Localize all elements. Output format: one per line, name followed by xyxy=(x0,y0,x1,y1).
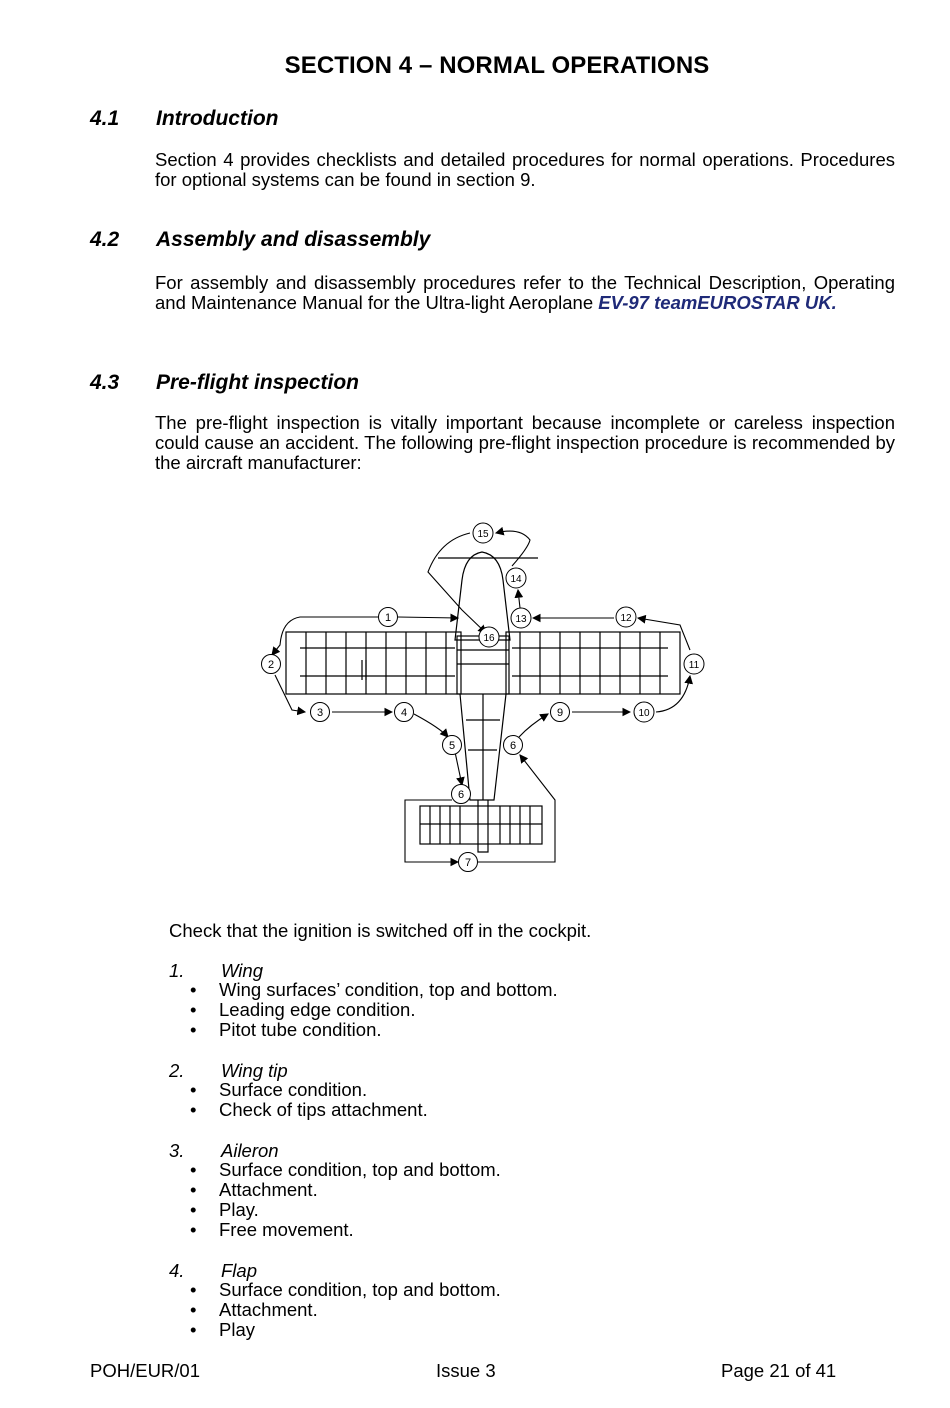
svg-text:13: 13 xyxy=(515,614,527,625)
page-title: SECTION 4 – NORMAL OPERATIONS xyxy=(284,52,710,79)
list-item: • Surface condition. xyxy=(190,1080,428,1100)
station-marker xyxy=(616,607,636,627)
item-name: Aileron xyxy=(221,1140,279,1161)
checklist-bullets xyxy=(190,1080,428,1120)
walkaround-path xyxy=(272,531,690,862)
item-number: 3. xyxy=(169,1140,185,1161)
station-marker xyxy=(684,654,704,674)
station-marker xyxy=(504,736,523,755)
item-name: Wing tip xyxy=(221,1060,288,1081)
section-title: Pre-flight inspection xyxy=(156,371,360,394)
paragraph-text: For assembly and disassembly procedures refer to the Technical Description, Operating and Maintenance Manual for the Ultra-light Aeroplane xyxy=(155,272,895,313)
station-marker xyxy=(506,568,526,588)
station-marker xyxy=(511,608,531,628)
item-name: Flap xyxy=(221,1260,257,1281)
footer-page-number: Page 21 of 41 xyxy=(721,1360,837,1381)
station-marker xyxy=(459,853,478,872)
footer-issue: Issue 3 xyxy=(436,1360,496,1381)
svg-text:11: 11 xyxy=(688,660,700,671)
list-item: • Play xyxy=(190,1320,501,1340)
svg-text:4: 4 xyxy=(400,707,408,719)
list-item: • Free movement. xyxy=(190,1220,501,1240)
footer-doc-ref: POH/EUR/01 xyxy=(90,1360,201,1381)
svg-text:12: 12 xyxy=(620,613,632,624)
station-marker xyxy=(479,627,499,647)
svg-text:7: 7 xyxy=(464,857,472,869)
aircraft-name: EV-97 teamEUROSTAR UK. xyxy=(598,292,837,313)
section-paragraph: The pre-flight inspection is vitally important because incomplete or careless inspection could cause an accident. The following pre-flight inspection procedure is recommended by the aircraft manufacturer: xyxy=(155,412,895,473)
checklist-bullets xyxy=(190,1160,501,1240)
checklist-bullets xyxy=(190,1280,501,1340)
svg-text:5: 5 xyxy=(448,740,456,752)
list-item: • Play. xyxy=(190,1200,501,1220)
section-number: 4.1 xyxy=(90,107,120,130)
svg-text:2: 2 xyxy=(267,659,275,671)
preflight-walkaround-diagram xyxy=(250,515,710,885)
list-item: • Surface condition, top and bottom. xyxy=(190,1160,501,1180)
item-number: 1. xyxy=(169,960,185,981)
svg-text:10: 10 xyxy=(638,708,650,719)
section-number: 4.2 xyxy=(90,228,120,251)
station-marker xyxy=(311,703,330,722)
svg-text:3: 3 xyxy=(316,707,324,719)
station-marker xyxy=(551,703,570,722)
list-item: • Leading edge condition. xyxy=(190,1000,558,1020)
station-marker xyxy=(262,655,281,674)
item-number: 2. xyxy=(169,1060,185,1081)
svg-text:6: 6 xyxy=(457,789,465,801)
aircraft-outline xyxy=(286,552,680,852)
item-number: 4. xyxy=(169,1260,185,1281)
list-item: • Wing surfaces’ condition, top and bottom. xyxy=(190,980,558,1000)
svg-text:9: 9 xyxy=(556,707,564,719)
svg-text:6: 6 xyxy=(509,740,517,752)
station-marker xyxy=(395,703,414,722)
checklist-intro: Check that the ignition is switched off in the cockpit. xyxy=(169,920,592,941)
station-marker xyxy=(452,785,471,804)
list-item: • Pitot tube condition. xyxy=(190,1020,558,1040)
svg-text:16: 16 xyxy=(483,633,495,644)
station-marker xyxy=(379,608,398,627)
list-item: • Attachment. xyxy=(190,1300,501,1320)
list-item: • Check of tips attachment. xyxy=(190,1100,428,1120)
list-item: • Surface condition, top and bottom. xyxy=(190,1280,501,1300)
section-title: Assembly and disassembly xyxy=(156,228,431,251)
svg-text:1: 1 xyxy=(384,612,392,624)
station-marker xyxy=(473,523,493,543)
item-name: Wing xyxy=(221,960,263,981)
section-number: 4.3 xyxy=(90,371,120,394)
svg-text:15: 15 xyxy=(477,529,489,540)
list-item: • Attachment. xyxy=(190,1180,501,1200)
section-paragraph: Section 4 provides checklists and detailed procedures for normal operations. Procedures for optional systems can be found in section 9. xyxy=(155,149,895,190)
station-marker xyxy=(634,702,654,722)
station-marker xyxy=(443,736,462,755)
section-paragraph xyxy=(155,273,895,313)
checklist-bullets xyxy=(190,980,558,1040)
section-title: Introduction xyxy=(156,107,279,130)
svg-text:14: 14 xyxy=(510,574,522,585)
